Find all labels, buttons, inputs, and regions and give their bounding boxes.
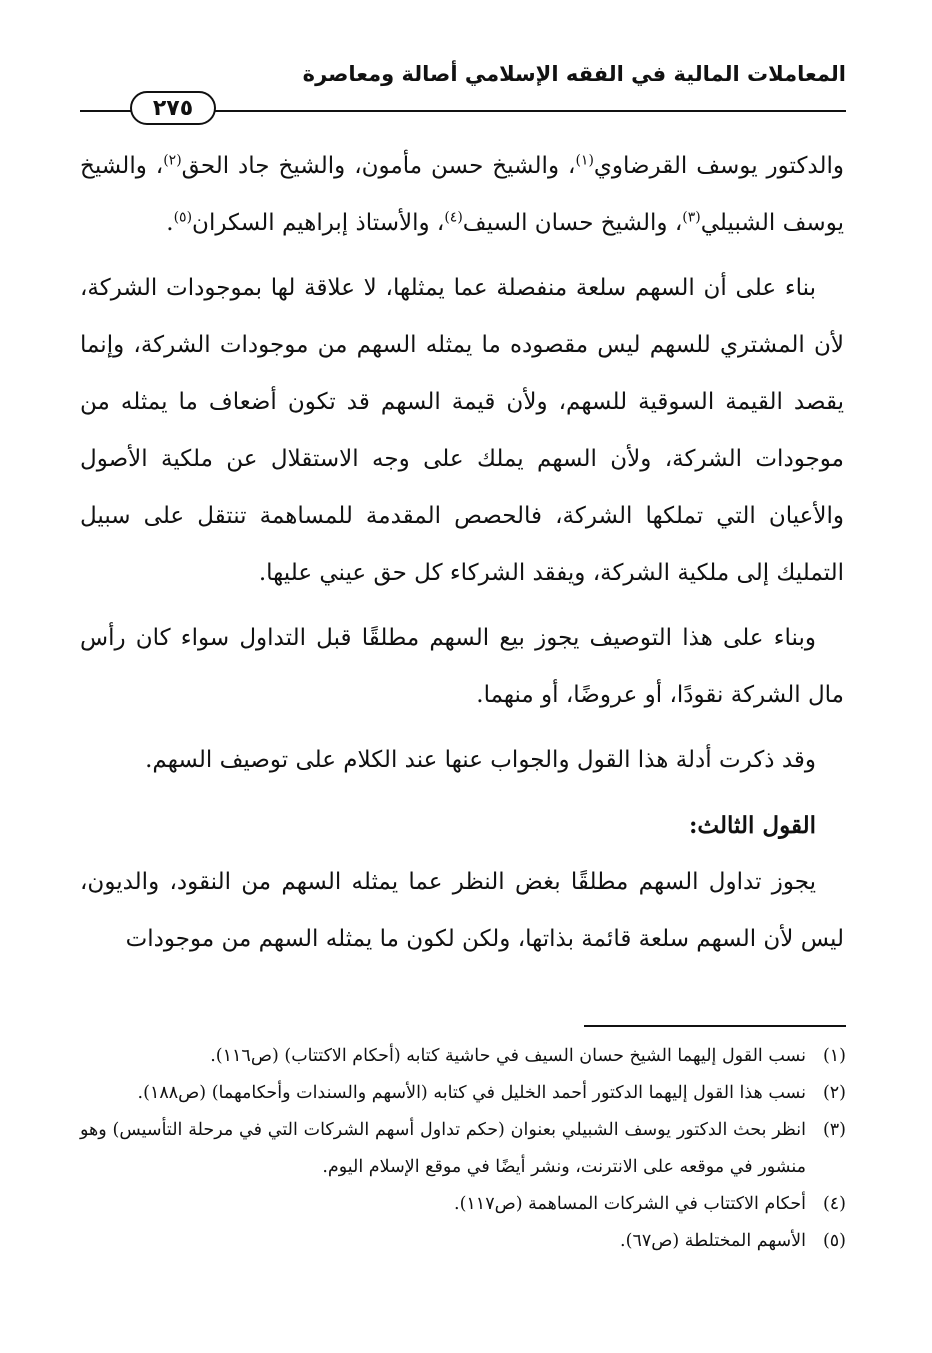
body-text	[80, 138, 844, 976]
footnote-number: (٢)	[822, 1083, 846, 1103]
footnote-ref-2: (٢)	[163, 152, 182, 169]
footnote-number: (٤)	[822, 1194, 846, 1214]
paragraph-5: يجوز تداول السهم مطلقًا بغض النظر عما يمثله السهم من النقود، والديون، ليس لأن السهم سلعة قائمة بذاتها، ولكن لكون ما يمثله السهم من موجودات	[80, 869, 844, 952]
paragraph-4: وقد ذكرت أدلة هذا القول والجواب عنها عند الكلام على توصيف السهم.	[145, 747, 816, 773]
footnote-text: الأسهم المختلطة (ص٦٧).	[620, 1231, 806, 1251]
footnote-item	[80, 1186, 846, 1223]
footnote-ref-4: (٤)	[444, 209, 463, 226]
running-header: المعاملات المالية في الفقه الإسلامي أصالة ومعاصرة	[302, 62, 846, 86]
footnote-ref-3: (٣)	[682, 209, 701, 226]
p1-text-1: والدكتور يوسف القرضاوي	[593, 153, 845, 179]
footnote-ref-1: (١)	[575, 152, 594, 169]
footnote-item	[80, 1075, 846, 1112]
p1-text-5: ، والأستاذ إبراهيم السكران	[192, 210, 445, 236]
p1-text-3: ، والشيخ يوسف الشبيلي	[80, 153, 844, 236]
footnotes-list	[80, 1038, 846, 1260]
paragraph-2: بناء على أن السهم سلعة منفصلة عما يمثلها، لا علاقة لها بموجودات الشركة، لأن المشتري للسهم ليس مقصوده ما يمثله السهم من موجودات الشركة، وإنما يقصد القيمة السوقية للسهم، ولأن قيمة السهم قد تكون أضعاف ما يمثله من موجودات الشركة، ولأن السهم يملك على وجه الاستقلال عن ملكية الأصول والأعيان التي تملكها الشركة، فالحصص المقدمة للمساهمة تنتقل على سبيل التمليك إلى ملكية الشركة، ويفقد الشركاء كل حق عيني عليها.	[80, 275, 844, 586]
footnote-number: (١)	[822, 1046, 846, 1066]
p1-text-6: .	[166, 210, 174, 236]
footnote-ref-5: (٥)	[173, 209, 193, 226]
p1-text-2: ، والشيخ حسن مأمون، والشيخ جاد الحق	[181, 153, 576, 179]
paragraph-1	[80, 138, 844, 252]
footnote-number: (٥)	[822, 1231, 846, 1251]
section-heading: القول الثالث:	[688, 812, 816, 839]
p1-text-4: ، والشيخ حسان السيف	[462, 210, 683, 236]
footnote-text: نسب هذا القول إليهما الدكتور أحمد الخليل في كتابه (الأسهم والسندات وأحكامهما) (ص١٨٨).	[137, 1083, 806, 1103]
paragraph-3: وبناء على هذا التوصيف يجوز بيع السهم مطلقًا قبل التداول سواء كان رأس مال الشركة نقودًا، أو عروضًا، أو منهما.	[80, 625, 844, 708]
footnote-text: نسب القول إليهما الشيخ حسان السيف في حاشية كتابه (أحكام الاكتتاب) (ص١١٦).	[210, 1046, 806, 1066]
footnote-item	[80, 1112, 846, 1186]
footnote-text: انظر بحث الدكتور يوسف الشبيلي بعنوان (حكم تداول أسهم الشركات التي في مرحلة التأسيس) وهو منشور في موقعه على الانترنت، ونشر أيضًا في موقع الإسلام اليوم.	[80, 1120, 806, 1177]
footnote-item	[80, 1223, 846, 1260]
footnote-number: (٣)	[822, 1120, 846, 1140]
footnote-rule	[584, 1025, 846, 1027]
footnote-item	[80, 1038, 846, 1075]
page-number: ٢٧٥	[130, 91, 216, 125]
footnote-text: أحكام الاكتتاب في الشركات المساهمة (ص١١٧).	[454, 1194, 806, 1214]
